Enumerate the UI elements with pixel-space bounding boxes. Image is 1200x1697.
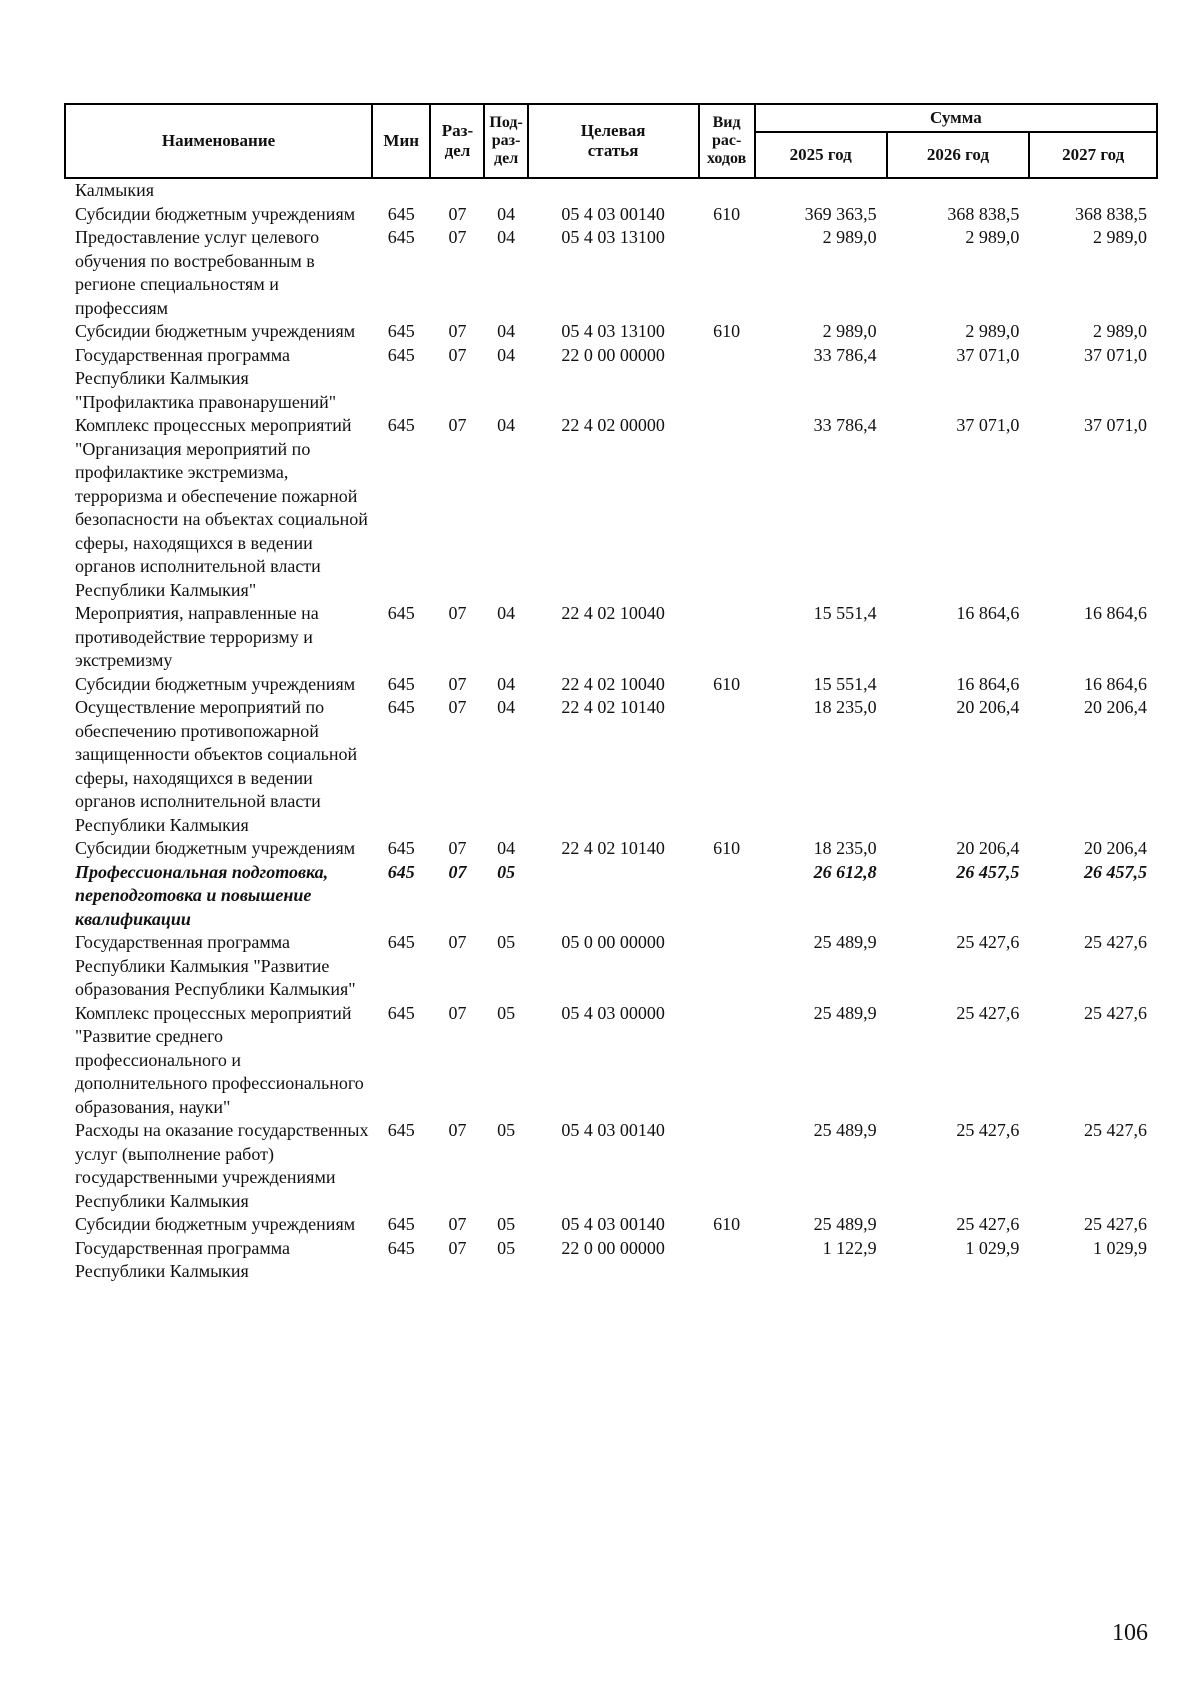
row-name: Предоставление услуг целевого обучения по востребованным в регионе специальностям и профессиям <box>75 227 320 318</box>
table-row <box>65 602 1157 673</box>
header-min: Мин <box>372 104 430 178</box>
table-row <box>65 673 1157 697</box>
row-amount-2026: 2 989,0 <box>965 227 1020 247</box>
row-target: 22 4 02 10140 <box>561 838 665 858</box>
row-amount-2027: 26 457,5 <box>1084 861 1147 882</box>
row-razdel <box>430 178 484 203</box>
row-target: 22 4 02 00000 <box>561 415 665 435</box>
row-min: 645 <box>387 203 415 224</box>
row-min: 645 <box>387 1120 415 1140</box>
table-header <box>65 104 1157 178</box>
row-amount-2026: 25 427,6 <box>956 932 1020 952</box>
row-amount-2027: 37 071,0 <box>1084 415 1147 435</box>
row-min: 645 <box>387 227 415 247</box>
header-target <box>528 104 699 178</box>
row-min: 645 <box>387 861 415 882</box>
table-row <box>65 1237 1157 1284</box>
row-podrazdel: 04 <box>497 321 516 341</box>
row-podrazdel: 04 <box>497 203 516 224</box>
row-vid <box>699 226 755 320</box>
table-row <box>65 1119 1157 1213</box>
row-amount-2025: 18 235,0 <box>813 838 877 858</box>
row-amount-2026: 25 427,6 <box>956 1002 1020 1023</box>
row-amount-2027: 25 427,6 <box>1084 1120 1147 1140</box>
row-name: Калмыкия <box>75 180 155 200</box>
row-amount-2027: 16 864,6 <box>1084 603 1147 623</box>
row-amount-2027: 25 427,6 <box>1084 932 1147 952</box>
row-podrazdel: 05 <box>497 1237 516 1258</box>
row-name: Субсидии бюджетным учреждениям <box>75 203 356 224</box>
row-razdel: 07 <box>448 1214 467 1234</box>
row-amount-2025: 25 489,9 <box>813 1120 877 1140</box>
row-target: 22 0 00 00000 <box>561 344 665 365</box>
row-min: 645 <box>387 344 415 365</box>
row-vid <box>699 178 755 203</box>
row-amount-2026: 26 457,5 <box>956 861 1020 882</box>
row-razdel: 07 <box>448 603 467 623</box>
header-target-line: статья <box>587 141 639 160</box>
row-min: 645 <box>387 1002 415 1023</box>
row-amount-2027: 37 071,0 <box>1084 344 1147 365</box>
row-amount-2025 <box>755 178 887 203</box>
row-vid <box>699 1119 755 1213</box>
row-amount-2026: 16 864,6 <box>956 603 1020 623</box>
row-podrazdel: 04 <box>497 603 516 623</box>
row-amount-2025: 15 551,4 <box>813 603 877 623</box>
row-vid: 610 <box>713 838 741 858</box>
table-row <box>65 1002 1157 1120</box>
row-amount-2026: 2 989,0 <box>965 321 1020 341</box>
row-amount-2025: 25 489,9 <box>813 932 877 952</box>
row-amount-2026: 20 206,4 <box>956 697 1020 717</box>
row-podrazdel: 04 <box>497 415 516 435</box>
row-name: Профессиональная подготовка, переподготовка и повышение квалификации <box>75 861 329 929</box>
header-2026: 2026 год <box>887 132 1030 178</box>
table-row <box>65 861 1157 932</box>
row-razdel: 07 <box>448 203 467 224</box>
row-amount-2027: 25 427,6 <box>1084 1002 1147 1023</box>
row-name: Государственная программа Республики Калмыкия "Профилактика правонарушений" <box>75 344 337 412</box>
row-name: Субсидии бюджетным учреждениям <box>75 838 356 858</box>
row-razdel: 07 <box>448 673 467 694</box>
row-podrazdel: 05 <box>497 1002 516 1023</box>
row-razdel: 07 <box>448 838 467 858</box>
row-amount-2025: 369 363,5 <box>804 203 877 224</box>
row-amount-2026: 25 427,6 <box>956 1214 1020 1234</box>
table-row <box>65 320 1157 344</box>
row-amount-2027: 16 864,6 <box>1084 673 1147 694</box>
row-amount-2026 <box>887 178 1030 203</box>
row-min: 645 <box>387 415 415 435</box>
row-target: 05 4 03 13100 <box>561 227 665 247</box>
row-amount-2027: 368 838,5 <box>1075 203 1147 224</box>
row-podrazdel: 04 <box>497 673 516 694</box>
header-vid-line: Вид <box>712 114 741 131</box>
row-amount-2027: 20 206,4 <box>1084 697 1147 717</box>
table-row <box>65 696 1157 837</box>
row-target: 22 4 02 10040 <box>561 673 665 694</box>
table-row <box>65 1213 1157 1237</box>
row-amount-2027: 2 989,0 <box>1093 227 1147 247</box>
row-amount-2026: 37 071,0 <box>956 415 1020 435</box>
row-amount-2026: 368 838,5 <box>947 203 1020 224</box>
row-target: 05 0 00 00000 <box>561 932 665 952</box>
row-target: 22 4 02 10140 <box>561 697 665 717</box>
row-target <box>528 861 699 932</box>
row-amount-2025: 25 489,9 <box>813 1002 877 1023</box>
table-row <box>65 226 1157 320</box>
row-vid <box>699 344 755 415</box>
header-vid <box>699 104 755 178</box>
row-target: 05 4 03 00000 <box>561 1002 665 1023</box>
header-2025: 2025 год <box>755 132 887 178</box>
row-amount-2025: 26 612,8 <box>813 861 877 882</box>
header-vid-line: рас- <box>711 132 742 149</box>
row-min: 645 <box>387 321 415 341</box>
row-podrazdel: 05 <box>497 861 516 882</box>
page-number: 106 <box>1112 1620 1148 1646</box>
row-name: Комплекс процессных мероприятий "Развитие среднего профессионального и дополнительного профессионального образования, науки" <box>75 1002 364 1117</box>
row-razdel: 07 <box>448 1120 467 1140</box>
row-amount-2025: 2 989,0 <box>822 227 877 247</box>
row-amount-2027: 2 989,0 <box>1093 321 1147 341</box>
row-min <box>372 178 430 203</box>
row-target: 22 4 02 10040 <box>561 603 665 623</box>
header-razdel-line: Раз- <box>441 121 474 140</box>
row-podrazdel: 04 <box>497 227 516 247</box>
row-amount-2025: 33 786,4 <box>813 415 877 435</box>
table-row <box>65 178 1157 203</box>
header-podrazdel-line: раз- <box>491 132 521 149</box>
row-amount-2027 <box>1029 178 1157 203</box>
row-podrazdel: 04 <box>497 697 516 717</box>
row-vid: 610 <box>713 1214 741 1234</box>
row-podrazdel <box>484 178 527 203</box>
row-name: Субсидии бюджетным учреждениям <box>75 673 356 694</box>
header-2027: 2027 год <box>1029 132 1157 178</box>
row-min: 645 <box>387 838 415 858</box>
row-min: 645 <box>387 673 415 694</box>
row-vid <box>699 931 755 1002</box>
row-vid <box>699 1237 755 1284</box>
row-min: 645 <box>387 1237 415 1258</box>
row-target <box>528 178 699 203</box>
header-podrazdel <box>484 104 527 178</box>
row-min: 645 <box>387 697 415 717</box>
row-name: Государственная программа Республики Калмыкия "Развитие образования Республики Калмыкия" <box>75 932 356 999</box>
row-amount-2025: 2 989,0 <box>822 321 877 341</box>
row-min: 645 <box>387 603 415 623</box>
row-target: 05 4 03 00140 <box>561 203 665 224</box>
row-min: 645 <box>387 1214 415 1234</box>
row-name: Осуществление мероприятий по обеспечению противопожарной защищенности объектов социальной сферы, находящихся в ведении органов исполнительной власти Республики Калмыкия <box>75 697 358 835</box>
table-row <box>65 414 1157 602</box>
row-amount-2027: 25 427,6 <box>1084 1214 1147 1234</box>
row-podrazdel: 05 <box>497 932 516 952</box>
row-podrazdel: 05 <box>497 1120 516 1140</box>
row-amount-2027: 1 029,9 <box>1093 1237 1147 1258</box>
row-amount-2025: 15 551,4 <box>813 673 877 694</box>
header-razdel <box>430 104 484 178</box>
table-row <box>65 344 1157 415</box>
row-amount-2025: 1 122,9 <box>822 1237 877 1258</box>
header-razdel-line: дел <box>444 141 471 160</box>
row-name: Государственная программа Республики Калмыкия <box>75 1237 290 1281</box>
budget-table <box>64 103 1158 1284</box>
row-razdel: 07 <box>448 1002 467 1023</box>
row-vid <box>699 696 755 837</box>
row-podrazdel: 04 <box>497 838 516 858</box>
row-amount-2026: 16 864,6 <box>956 673 1020 694</box>
row-name: Мероприятия, направленные на противодействие терроризму и экстремизму <box>75 603 319 670</box>
row-razdel: 07 <box>448 1237 467 1258</box>
header-vid-line: ходов <box>706 150 747 167</box>
table-row <box>65 931 1157 1002</box>
row-amount-2026: 37 071,0 <box>956 344 1020 365</box>
row-razdel: 07 <box>448 932 467 952</box>
row-amount-2026: 1 029,9 <box>965 1237 1020 1258</box>
row-razdel: 07 <box>448 861 467 882</box>
row-name: Субсидии бюджетным учреждениям <box>75 1214 356 1234</box>
row-vid <box>699 602 755 673</box>
row-vid <box>699 861 755 932</box>
row-target: 05 4 03 00140 <box>561 1214 665 1234</box>
row-razdel: 07 <box>448 321 467 341</box>
row-amount-2027: 20 206,4 <box>1084 838 1147 858</box>
header-podrazdel-line: дел <box>494 150 519 167</box>
table-row <box>65 203 1157 227</box>
row-vid <box>699 1002 755 1120</box>
header-sum: Сумма <box>755 104 1157 132</box>
row-name: Комплекс процессных мероприятий "Организация мероприятий по профилактике экстремизма, терроризма и обеспечение пожарной безопасности на объектах социальной сферы, находящихся в ведении органов исполнительной власти Республики Калмыкия" <box>75 415 368 600</box>
row-vid <box>699 414 755 602</box>
row-razdel: 07 <box>448 227 467 247</box>
row-min: 645 <box>387 932 415 952</box>
row-target: 05 4 03 13100 <box>561 321 665 341</box>
row-target: 05 4 03 00140 <box>561 1120 665 1140</box>
row-vid: 610 <box>713 673 741 694</box>
row-amount-2025: 33 786,4 <box>813 344 877 365</box>
table-row <box>65 837 1157 861</box>
row-podrazdel: 05 <box>497 1214 516 1234</box>
row-name: Расходы на оказание государственных услуг (выполнение работ) государственными учреждениями Республики Калмыкия <box>75 1120 369 1211</box>
row-amount-2025: 25 489,9 <box>813 1214 877 1234</box>
header-podrazdel-line: Под- <box>489 114 523 131</box>
table-body <box>65 178 1157 1284</box>
header-target-line: Целевая <box>580 121 646 140</box>
row-razdel: 07 <box>448 344 467 365</box>
row-podrazdel: 04 <box>497 344 516 365</box>
row-amount-2026: 20 206,4 <box>956 838 1020 858</box>
header-name: Наименование <box>65 104 372 178</box>
row-razdel: 07 <box>448 697 467 717</box>
row-name: Субсидии бюджетным учреждениям <box>75 321 356 341</box>
row-target: 22 0 00 00000 <box>561 1237 665 1258</box>
row-amount-2026: 25 427,6 <box>956 1120 1020 1140</box>
row-vid: 610 <box>713 321 741 341</box>
row-vid: 610 <box>713 203 741 224</box>
row-razdel: 07 <box>448 415 467 435</box>
row-amount-2025: 18 235,0 <box>813 697 877 717</box>
